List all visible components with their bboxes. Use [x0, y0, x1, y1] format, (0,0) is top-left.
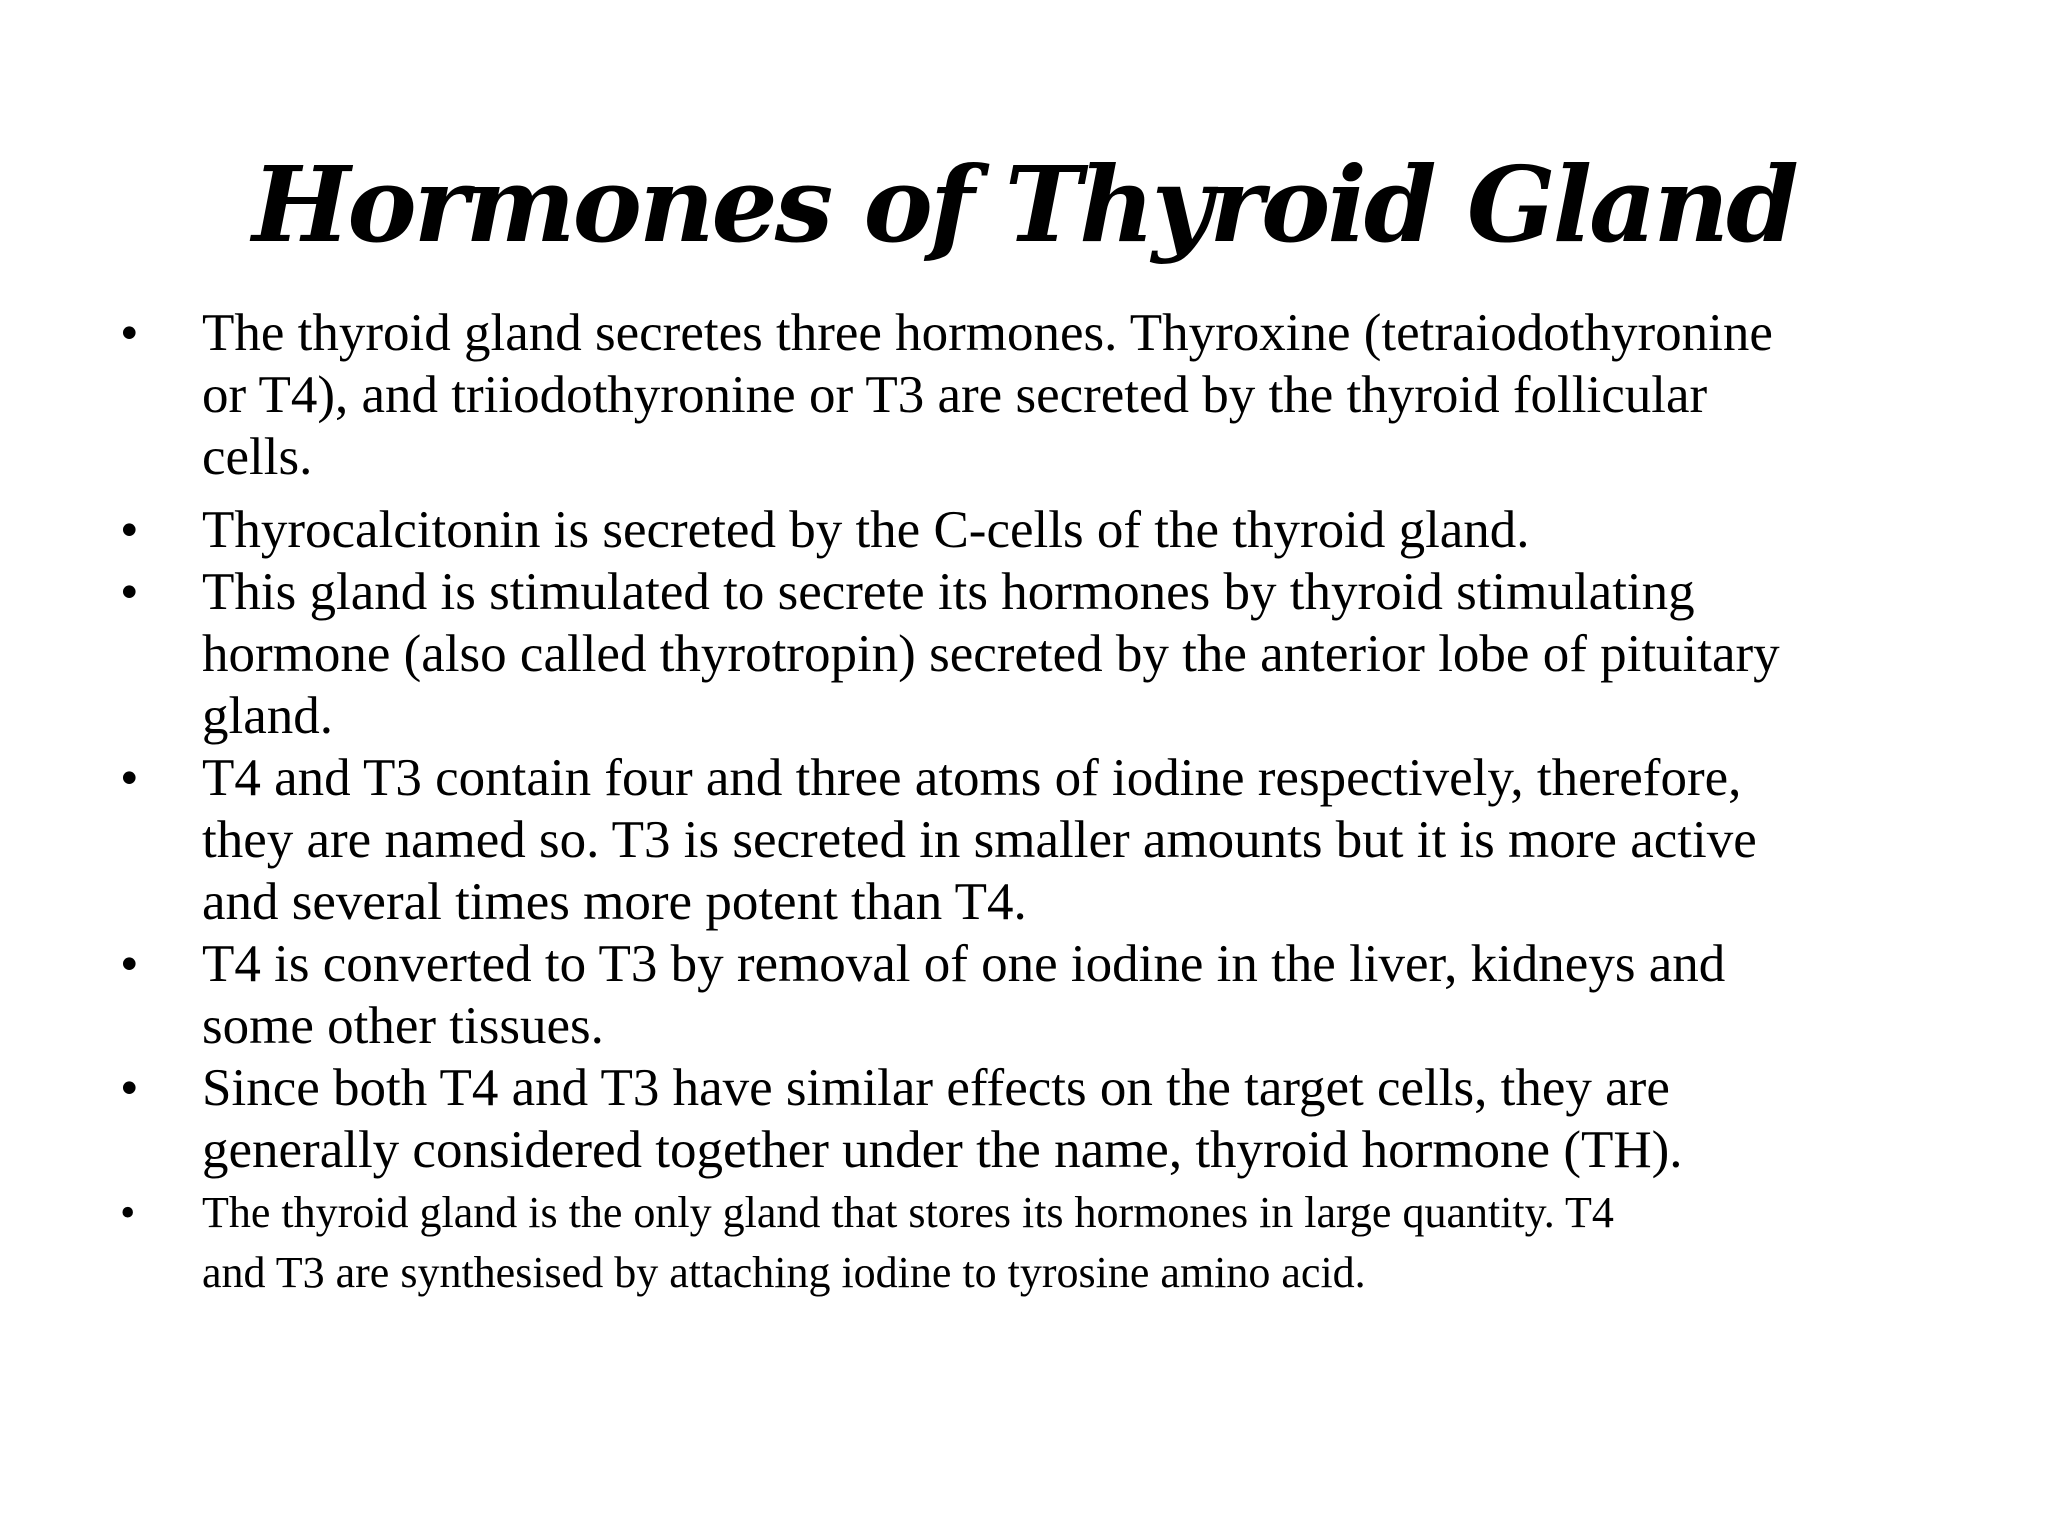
bullet-icon: • [120, 501, 139, 559]
bullet-list [120, 302, 1950, 1303]
bullet-item-4 [120, 747, 1950, 933]
bullet-icon: • [120, 935, 139, 993]
bullet-item-1 [120, 302, 1950, 488]
bullet-icon: • [120, 563, 139, 621]
bullet-line: Thyrocalcitonin is secreted by the C-cells of the thyroid gland. [202, 501, 1530, 559]
bullet-line: The thyroid gland is the only gland that stores its hormones in large quantity. T4 [202, 1188, 1614, 1237]
bullet-line: Since both T4 and T3 have similar effects on the target cells, they are [202, 1059, 1670, 1117]
bullet-line: T4 is converted to T3 by removal of one iodine in the liver, kidneys and [202, 935, 1726, 993]
bullet-line: This gland is stimulated to secrete its hormones by thyroid stimulating [202, 563, 1695, 621]
bullet-icon: • [120, 1188, 136, 1237]
bullet-item-7 [120, 1183, 1950, 1303]
bullet-line: or T4), and triiodothyronine or T3 are secreted by the thyroid follicular [202, 366, 1708, 424]
bullet-line: cells. [202, 428, 313, 486]
bullet-item-2 [120, 499, 1950, 561]
bullet-icon: • [120, 304, 139, 362]
bullet-line: they are named so. T3 is secreted in smaller amounts but it is more active [202, 811, 1757, 869]
bullet-item-3 [120, 561, 1950, 747]
bullet-line: generally considered together under the name, thyroid hormone (TH). [202, 1121, 1683, 1179]
slide-title: Hormones of Thyroid Gland [252, 143, 1796, 266]
bullet-line: and several times more potent than T4. [202, 873, 1027, 931]
bullet-line: hormone (also called thyrotropin) secreted by the anterior lobe of pituitary [202, 625, 1780, 683]
bullet-line: some other tissues. [202, 997, 604, 1055]
bullet-line: and T3 are synthesised by attaching iodine to tyrosine amino acid. [202, 1248, 1366, 1297]
bullet-line: gland. [202, 687, 333, 745]
bullet-icon: • [120, 749, 139, 807]
bullet-item-6 [120, 1057, 1950, 1181]
bullet-line: The thyroid gland secretes three hormones. Thyroxine (tetraiodothyronine [202, 304, 1773, 362]
bullet-icon: • [120, 1059, 139, 1117]
bullet-item-5 [120, 933, 1950, 1057]
bullet-line: T4 and T3 contain four and three atoms of iodine respectively, therefore, [202, 749, 1742, 807]
